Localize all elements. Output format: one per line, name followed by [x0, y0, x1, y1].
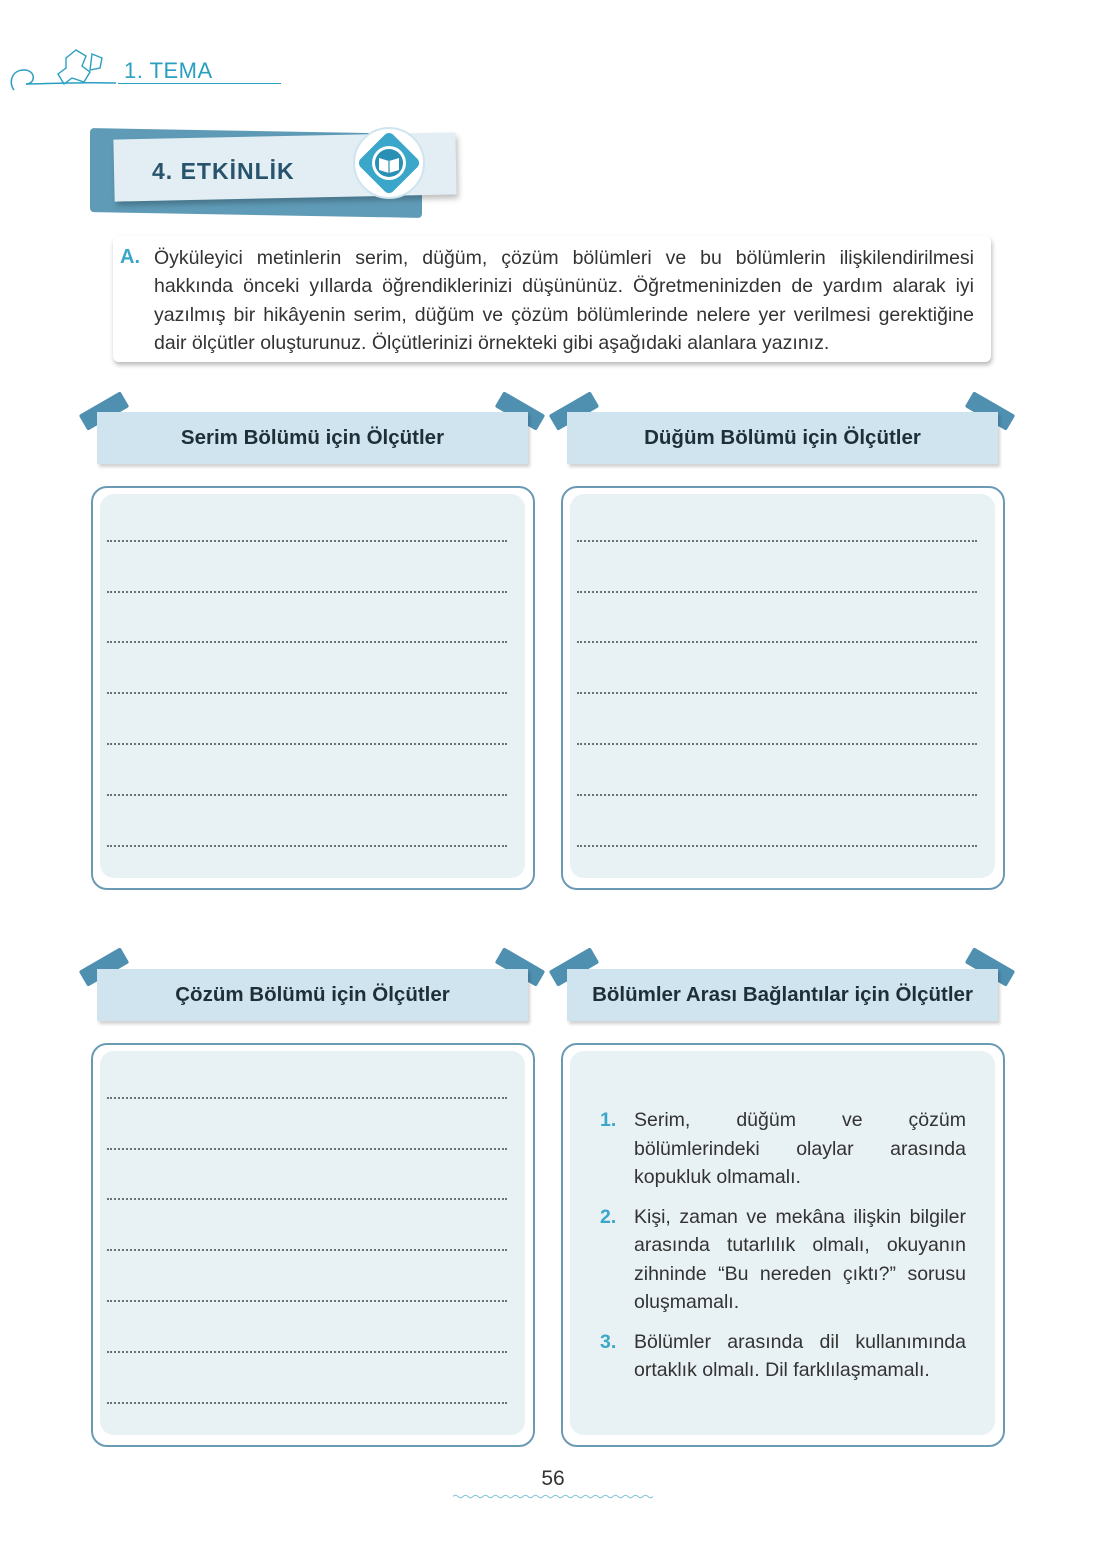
criteria-text: Serim, düğüm ve çözüm bölümlerindeki olaylar arasında kopukluk olmamalı. [634, 1109, 966, 1188]
writing-line[interactable] [107, 743, 507, 745]
criteria-number: 1. [600, 1109, 617, 1131]
theme-label: 1. TEMA [124, 58, 213, 83]
writing-line[interactable] [107, 1097, 507, 1099]
criteria-number: 3. [600, 1330, 617, 1353]
criteria-number: 2. [600, 1205, 617, 1228]
header-rule [118, 83, 281, 84]
writing-line[interactable] [577, 641, 977, 643]
criteria-item [596, 1106, 966, 1192]
writing-line[interactable] [107, 1198, 507, 1200]
writing-line[interactable] [107, 540, 507, 542]
writing-line[interactable] [107, 591, 507, 593]
criteria-text: Kişi, zaman ve mekâna ilişkin bilgiler arasında tutarlılık olmalı, okuyanın zihninde “Bu nereden çıktı?” sorusu oluşmamalı. [634, 1205, 966, 1313]
writing-line[interactable] [577, 692, 977, 694]
writing-line[interactable] [107, 692, 507, 694]
activity-title: 4. ETKİNLİK [152, 158, 295, 184]
writing-line[interactable] [107, 1249, 507, 1251]
criteria-item [596, 1328, 966, 1385]
header-decoration-icon [6, 40, 116, 100]
writing-line[interactable] [577, 794, 977, 796]
writing-line[interactable] [107, 1402, 507, 1404]
label-baglanti: Bölümler Arası Bağlantılar için Ölçütler [567, 969, 998, 1021]
criteria-text: Bölümler arasında dil kullanımında ortaklık olmalı. Dil farklılaşmamalı. [634, 1330, 966, 1381]
serim-box-fill [100, 494, 525, 878]
cozum-box-fill [100, 1051, 525, 1435]
writing-line[interactable] [577, 540, 977, 542]
instruction-letter: A. [120, 246, 140, 268]
page-number: 56 [541, 1467, 565, 1490]
writing-line[interactable] [107, 1300, 507, 1302]
criteria-list [596, 1106, 966, 1396]
writing-line[interactable] [577, 743, 977, 745]
writing-line[interactable] [107, 641, 507, 643]
label-serim: Serim Bölümü için Ölçütler [97, 412, 528, 464]
writing-line[interactable] [107, 1351, 507, 1353]
instruction-text: Öyküleyici metinlerin serim, düğüm, çözüm bölümleri ve bu bölümlerin ilişkilendirilmesi hakkında önceki yıllarda öğrendiklerinizi düşününüz. Öğretmeninizden de yardım alarak iyi yazılmış bir hikâyenin serim, düğüm ve çözüm bölümlerinde nelere yer verilmesi gerektiğine dair ölçütler oluşturunuz. Ölçütlerinizi örnekteki gibi aşağıdaki alanlara yazınız. [154, 247, 974, 354]
writing-line[interactable] [107, 845, 507, 847]
criteria-item [596, 1203, 966, 1317]
writing-line[interactable] [107, 1148, 507, 1150]
writing-line[interactable] [107, 794, 507, 796]
label-dugum: Düğüm Bölümü için Ölçütler [567, 412, 998, 464]
writing-line[interactable] [577, 845, 977, 847]
dugum-box-fill [570, 494, 995, 878]
writing-line[interactable] [577, 591, 977, 593]
footer-ornament [453, 1494, 653, 1499]
book-icon [352, 126, 426, 200]
label-cozum: Çözüm Bölümü için Ölçütler [97, 969, 528, 1021]
